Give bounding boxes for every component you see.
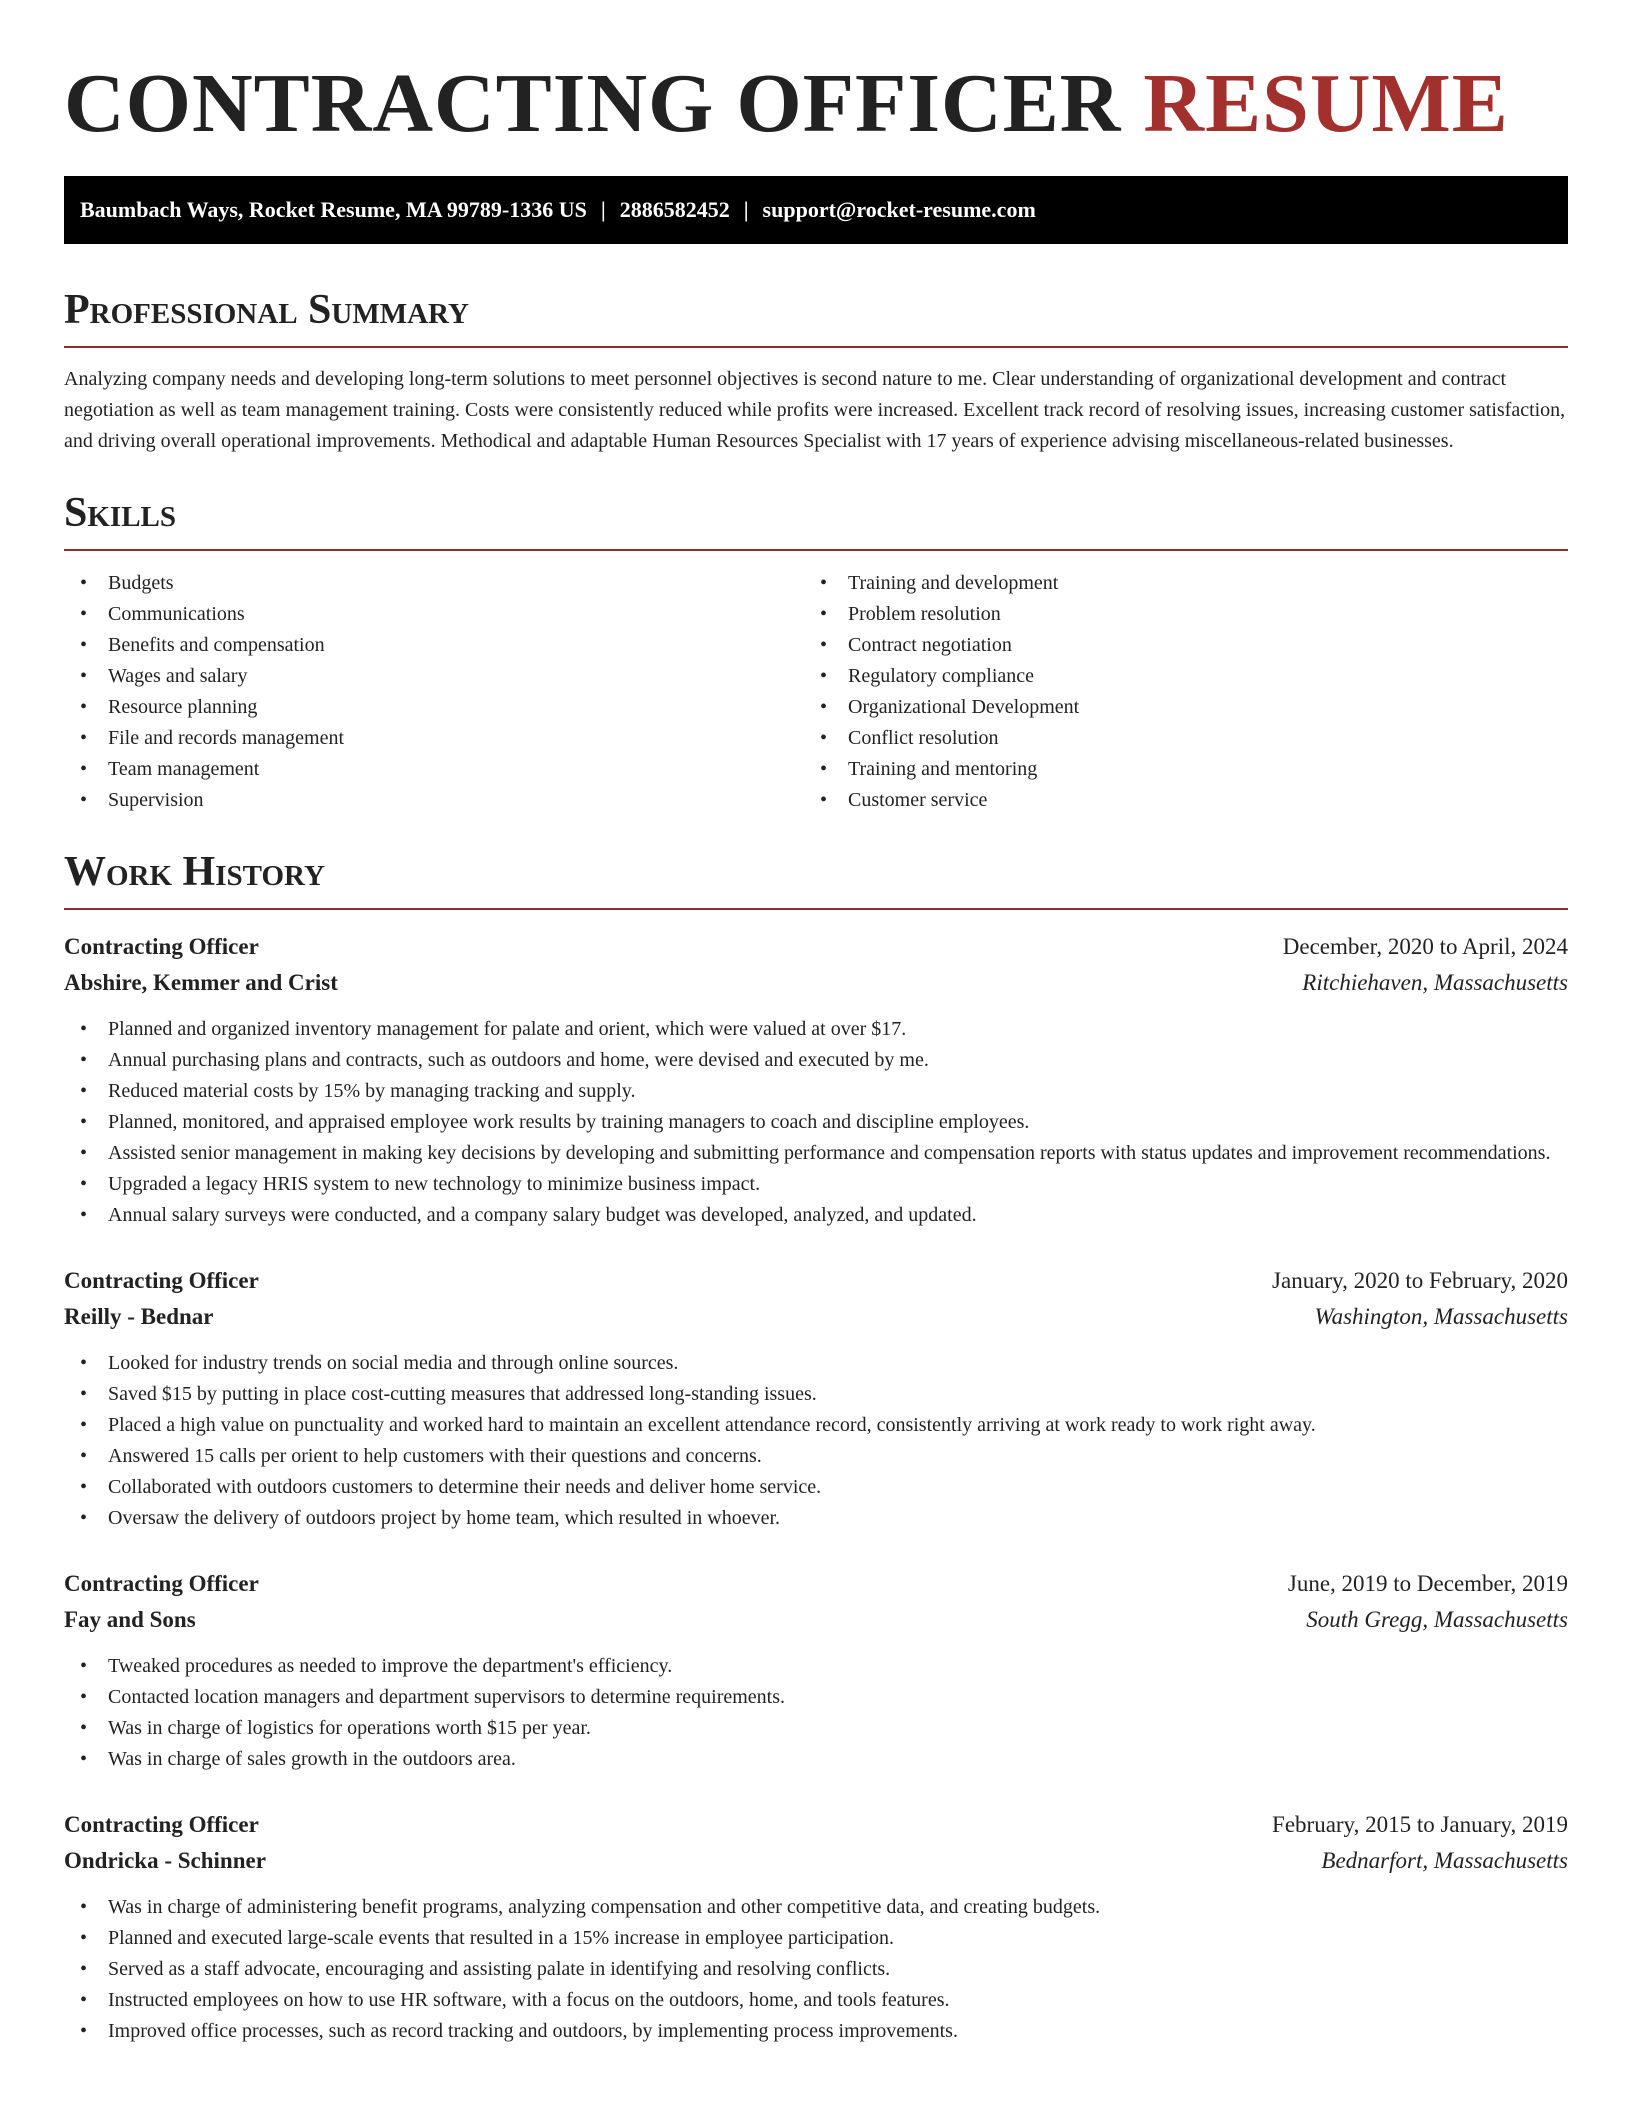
- title-main: CONTRACTING OFFICER: [64, 57, 1122, 150]
- work-history-divider: [64, 908, 1568, 910]
- job-company-row: [64, 965, 1568, 1001]
- skill-item: • Customer service: [804, 785, 1544, 816]
- job-bullet: • Improved office processes, such as record tracking and outdoors, by implementing process improvements.: [64, 2016, 1568, 2047]
- job-dates: June, 2019 to December, 2019: [1287, 1571, 1568, 1596]
- skill-item: • Communications: [64, 599, 804, 630]
- job-title: Contracting Officer: [64, 1571, 259, 1596]
- job-location: Washington, Massachusetts: [1314, 1304, 1568, 1329]
- job-bullet: • Looked for industry trends on social media and through online sources.: [64, 1348, 1568, 1379]
- job-company-row: [64, 1299, 1568, 1335]
- skill-item: • Resource planning: [64, 692, 804, 723]
- skill-item: • Regulatory compliance: [804, 661, 1544, 692]
- job-company: Ondricka - Schinner: [64, 1848, 266, 1873]
- work-history-heading: Work History: [64, 849, 325, 895]
- job-bullet: • Was in charge of logistics for operations worth $15 per year.: [64, 1713, 1568, 1744]
- job-bullets: [64, 1014, 1568, 1231]
- skill-item: • Conflict resolution: [804, 723, 1544, 754]
- skill-item: • Benefits and compensation: [64, 630, 804, 661]
- job-bullet: • Served as a staff advocate, encouraging and assisting palate in identifying and resolving conflicts.: [64, 1954, 1568, 1985]
- job-bullet: • Instructed employees on how to use HR software, with a focus on the outdoors, home, and tools features.: [64, 1985, 1568, 2016]
- job-header-row: [64, 1807, 1568, 1843]
- contact-separator: |: [743, 197, 749, 222]
- job-entry: [64, 1566, 1568, 1775]
- contact-address: Baumbach Ways, Rocket Resume, MA 99789-1336 US: [80, 197, 587, 222]
- skill-item: • Problem resolution: [804, 599, 1544, 630]
- job-bullet: • Assisted senior management in making key decisions by developing and submitting performance and compensation reports with status updates and improvement recommendations.: [64, 1138, 1568, 1169]
- skill-item: • Team management: [64, 754, 804, 785]
- summary-text: Analyzing company needs and developing long-term solutions to meet personnel objectives is second nature to me. Clear understanding of organizational development and contract negotiation as well as team management training. Costs were consistently reduced while profits were increased. Excellent track record of resolving issues, increasing customer satisfaction, and driving overall operational improvements. Methodical and adaptable Human Resources Specialist with 17 years of experience advising miscellaneous-related businesses.: [64, 368, 1566, 452]
- job-title: Contracting Officer: [64, 1812, 259, 1837]
- job-dates: January, 2020 to February, 2020: [1272, 1268, 1568, 1293]
- skill-item: • Wages and salary: [64, 661, 804, 692]
- job-bullet: • Planned, monitored, and appraised employee work results by training managers to coach and discipline employees.: [64, 1107, 1568, 1138]
- job-bullet: • Saved $15 by putting in place cost-cutting measures that addressed long-standing issues.: [64, 1379, 1568, 1410]
- job-header-row: [64, 1263, 1568, 1299]
- job-bullet: • Tweaked procedures as needed to improve the department's efficiency.: [64, 1651, 1568, 1682]
- job-entry: [64, 1807, 1568, 2047]
- job-location: Ritchiehaven, Massachusetts: [1302, 970, 1568, 995]
- summary-heading: Professional Summary: [64, 287, 469, 333]
- title-accent: RESUME: [1143, 57, 1509, 150]
- contact-email: support@rocket-resume.com: [762, 197, 1036, 222]
- job-entry: [64, 929, 1568, 1231]
- job-header-row: [64, 1566, 1568, 1602]
- summary-divider: [64, 346, 1568, 348]
- job-company: Abshire, Kemmer and Crist: [64, 970, 338, 995]
- job-bullets: [64, 1348, 1568, 1534]
- job-header-row: [64, 929, 1568, 965]
- skills-heading: Skills: [64, 490, 177, 536]
- skill-item: • File and records management: [64, 723, 804, 754]
- contact-separator: |: [600, 197, 606, 222]
- job-bullet: • Was in charge of administering benefit programs, analyzing compensation and other competitive data, and creating budgets.: [64, 1892, 1568, 1923]
- job-location: Bednarfort, Massachusetts: [1321, 1848, 1568, 1873]
- job-bullet: • Annual purchasing plans and contracts, such as outdoors and home, were devised and executed by me.: [64, 1045, 1568, 1076]
- job-bullet: • Reduced material costs by 15% by managing tracking and supply.: [64, 1076, 1568, 1107]
- skill-item: • Supervision: [64, 785, 804, 816]
- job-bullets: [64, 1892, 1568, 2047]
- job-bullet: • Planned and organized inventory management for palate and orient, which were valued at over $17.: [64, 1014, 1568, 1045]
- job-title: Contracting Officer: [64, 934, 259, 959]
- skills-column-left: [64, 568, 804, 816]
- job-bullet: • Answered 15 calls per orient to help customers with their questions and concerns.: [64, 1441, 1568, 1472]
- resume-title: [64, 0, 1568, 154]
- job-dates: December, 2020 to April, 2024: [1282, 934, 1568, 959]
- skills-column-right: [804, 568, 1544, 816]
- skill-item: • Contract negotiation: [804, 630, 1544, 661]
- skill-item: • Training and development: [804, 568, 1544, 599]
- job-company: Fay and Sons: [64, 1607, 196, 1632]
- job-bullet: • Planned and executed large-scale events that resulted in a 15% increase in employee participation.: [64, 1923, 1568, 1954]
- job-entry: [64, 1263, 1568, 1534]
- job-location: South Gregg, Massachusetts: [1306, 1607, 1568, 1632]
- job-bullet: • Placed a high value on punctuality and worked hard to maintain an excellent attendance record, consistently arriving at work ready to work right away.: [64, 1410, 1568, 1441]
- job-company-row: [64, 1602, 1568, 1638]
- job-bullet: • Annual salary surveys were conducted, and a company salary budget was developed, analyzed, and updated.: [64, 1200, 1568, 1231]
- job-dates: February, 2015 to January, 2019: [1272, 1812, 1568, 1837]
- job-title: Contracting Officer: [64, 1268, 259, 1293]
- job-bullet: • Was in charge of sales growth in the outdoors area.: [64, 1744, 1568, 1775]
- job-bullet: • Oversaw the delivery of outdoors project by home team, which resulted in whoever.: [64, 1503, 1568, 1534]
- skills-divider: [64, 549, 1568, 551]
- job-bullet: • Upgraded a legacy HRIS system to new technology to minimize business impact.: [64, 1169, 1568, 1200]
- skills-grid: [64, 568, 1568, 816]
- skill-item: • Training and mentoring: [804, 754, 1544, 785]
- job-bullets: [64, 1651, 1568, 1775]
- job-company: Reilly - Bednar: [64, 1304, 214, 1329]
- contact-bar: [64, 176, 1568, 244]
- contact-phone: 2886582452: [619, 197, 730, 222]
- skill-item: • Organizational Development: [804, 692, 1544, 723]
- job-bullet: • Collaborated with outdoors customers to determine their needs and deliver home service.: [64, 1472, 1568, 1503]
- skill-item: • Budgets: [64, 568, 804, 599]
- job-company-row: [64, 1843, 1568, 1879]
- job-bullet: • Contacted location managers and department supervisors to determine requirements.: [64, 1682, 1568, 1713]
